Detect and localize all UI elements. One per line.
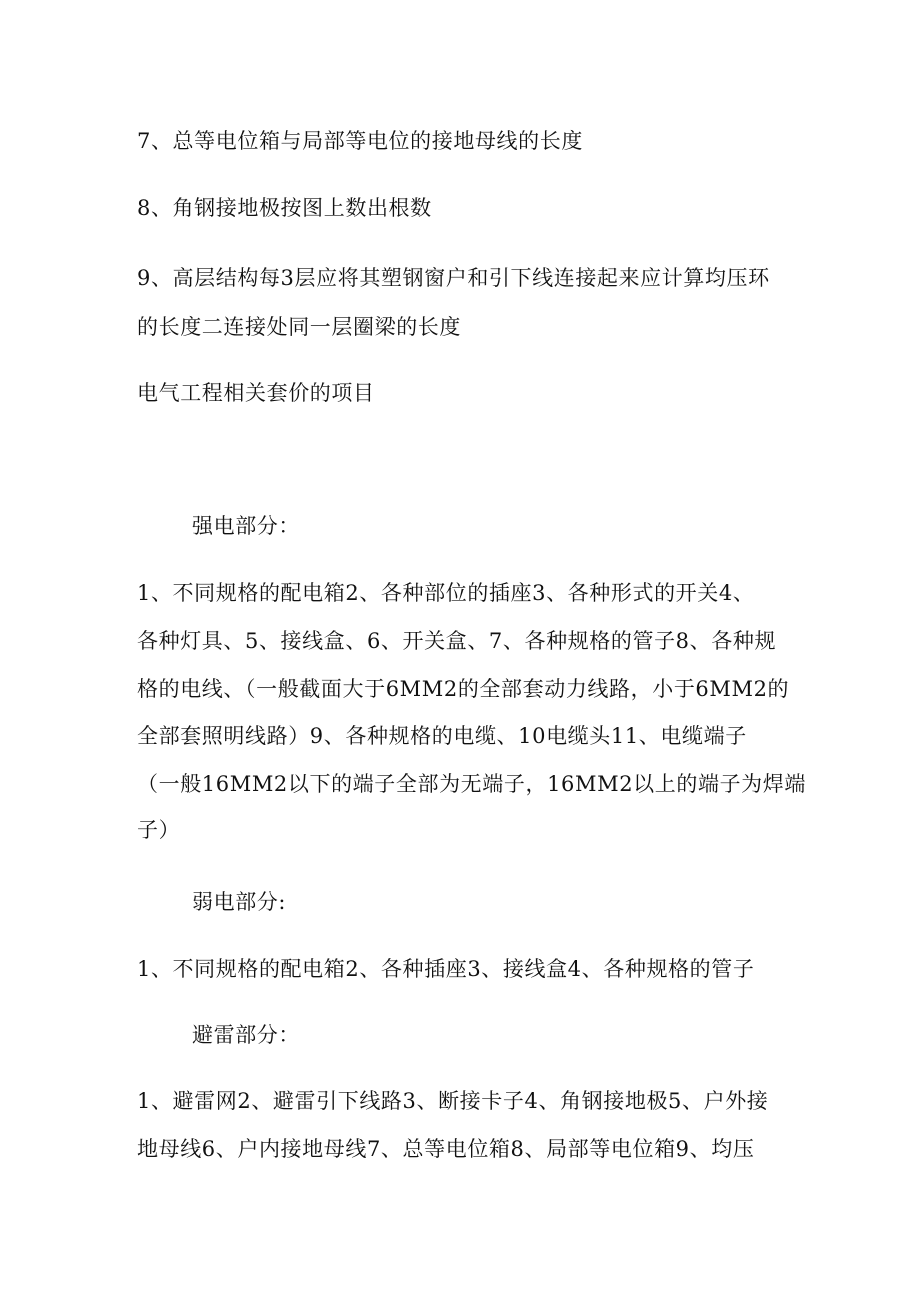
lightning-line-1: 1、避雷网2、避雷引下线路3、断接卡子4、角钢接地极5、户外接: [137, 1089, 769, 1113]
strong-current-line-3: 格的电线、（一般截面大于6MM2的全部套动力线路，小于6MM2的: [137, 677, 790, 701]
lightning-heading: 避雷部分：: [192, 1023, 300, 1047]
strong-current-line-2: 各种灯具、5、接线盒、6、开关盒、7、各种规格的管子8、各种规: [137, 629, 777, 653]
strong-current-heading: 强电部分：: [192, 514, 300, 538]
strong-current-line-4: 全部套照明线路）9、各种规格的电缆、10电缆头11、电缆端子: [137, 724, 747, 748]
list-item-7: 7、总等电位箱与局部等电位的接地母线的长度: [137, 129, 583, 153]
list-item-9-line-2: 的长度二连接处同一层圈梁的长度: [137, 315, 461, 339]
list-item-9-line-1: 9、高层结构每3层应将其塑钢窗户和引下线连接起来应计算均压环: [137, 266, 770, 290]
strong-current-line-6: 子）: [137, 818, 181, 842]
strong-current-line-1: 1、不同规格的配电箱2、各种部位的插座3、各种形式的开关4、: [137, 581, 755, 605]
weak-current-heading: 弱电部分:: [192, 890, 287, 914]
strong-current-line-5: （一般16MM2以下的端子全部为无端子，16MM2以上的端子为焊端: [137, 772, 806, 796]
weak-current-line-1: 1、不同规格的配电箱2、各种插座3、接线盒4、各种规格的管子: [137, 957, 755, 981]
list-item-8: 8、角钢接地极按图上数出根数: [137, 196, 432, 220]
lightning-line-2: 地母线6、户内接地母线7、总等电位箱8、局部等电位箱9、均压: [137, 1137, 755, 1161]
section-title: 电气工程相关套价的项目: [137, 381, 375, 405]
